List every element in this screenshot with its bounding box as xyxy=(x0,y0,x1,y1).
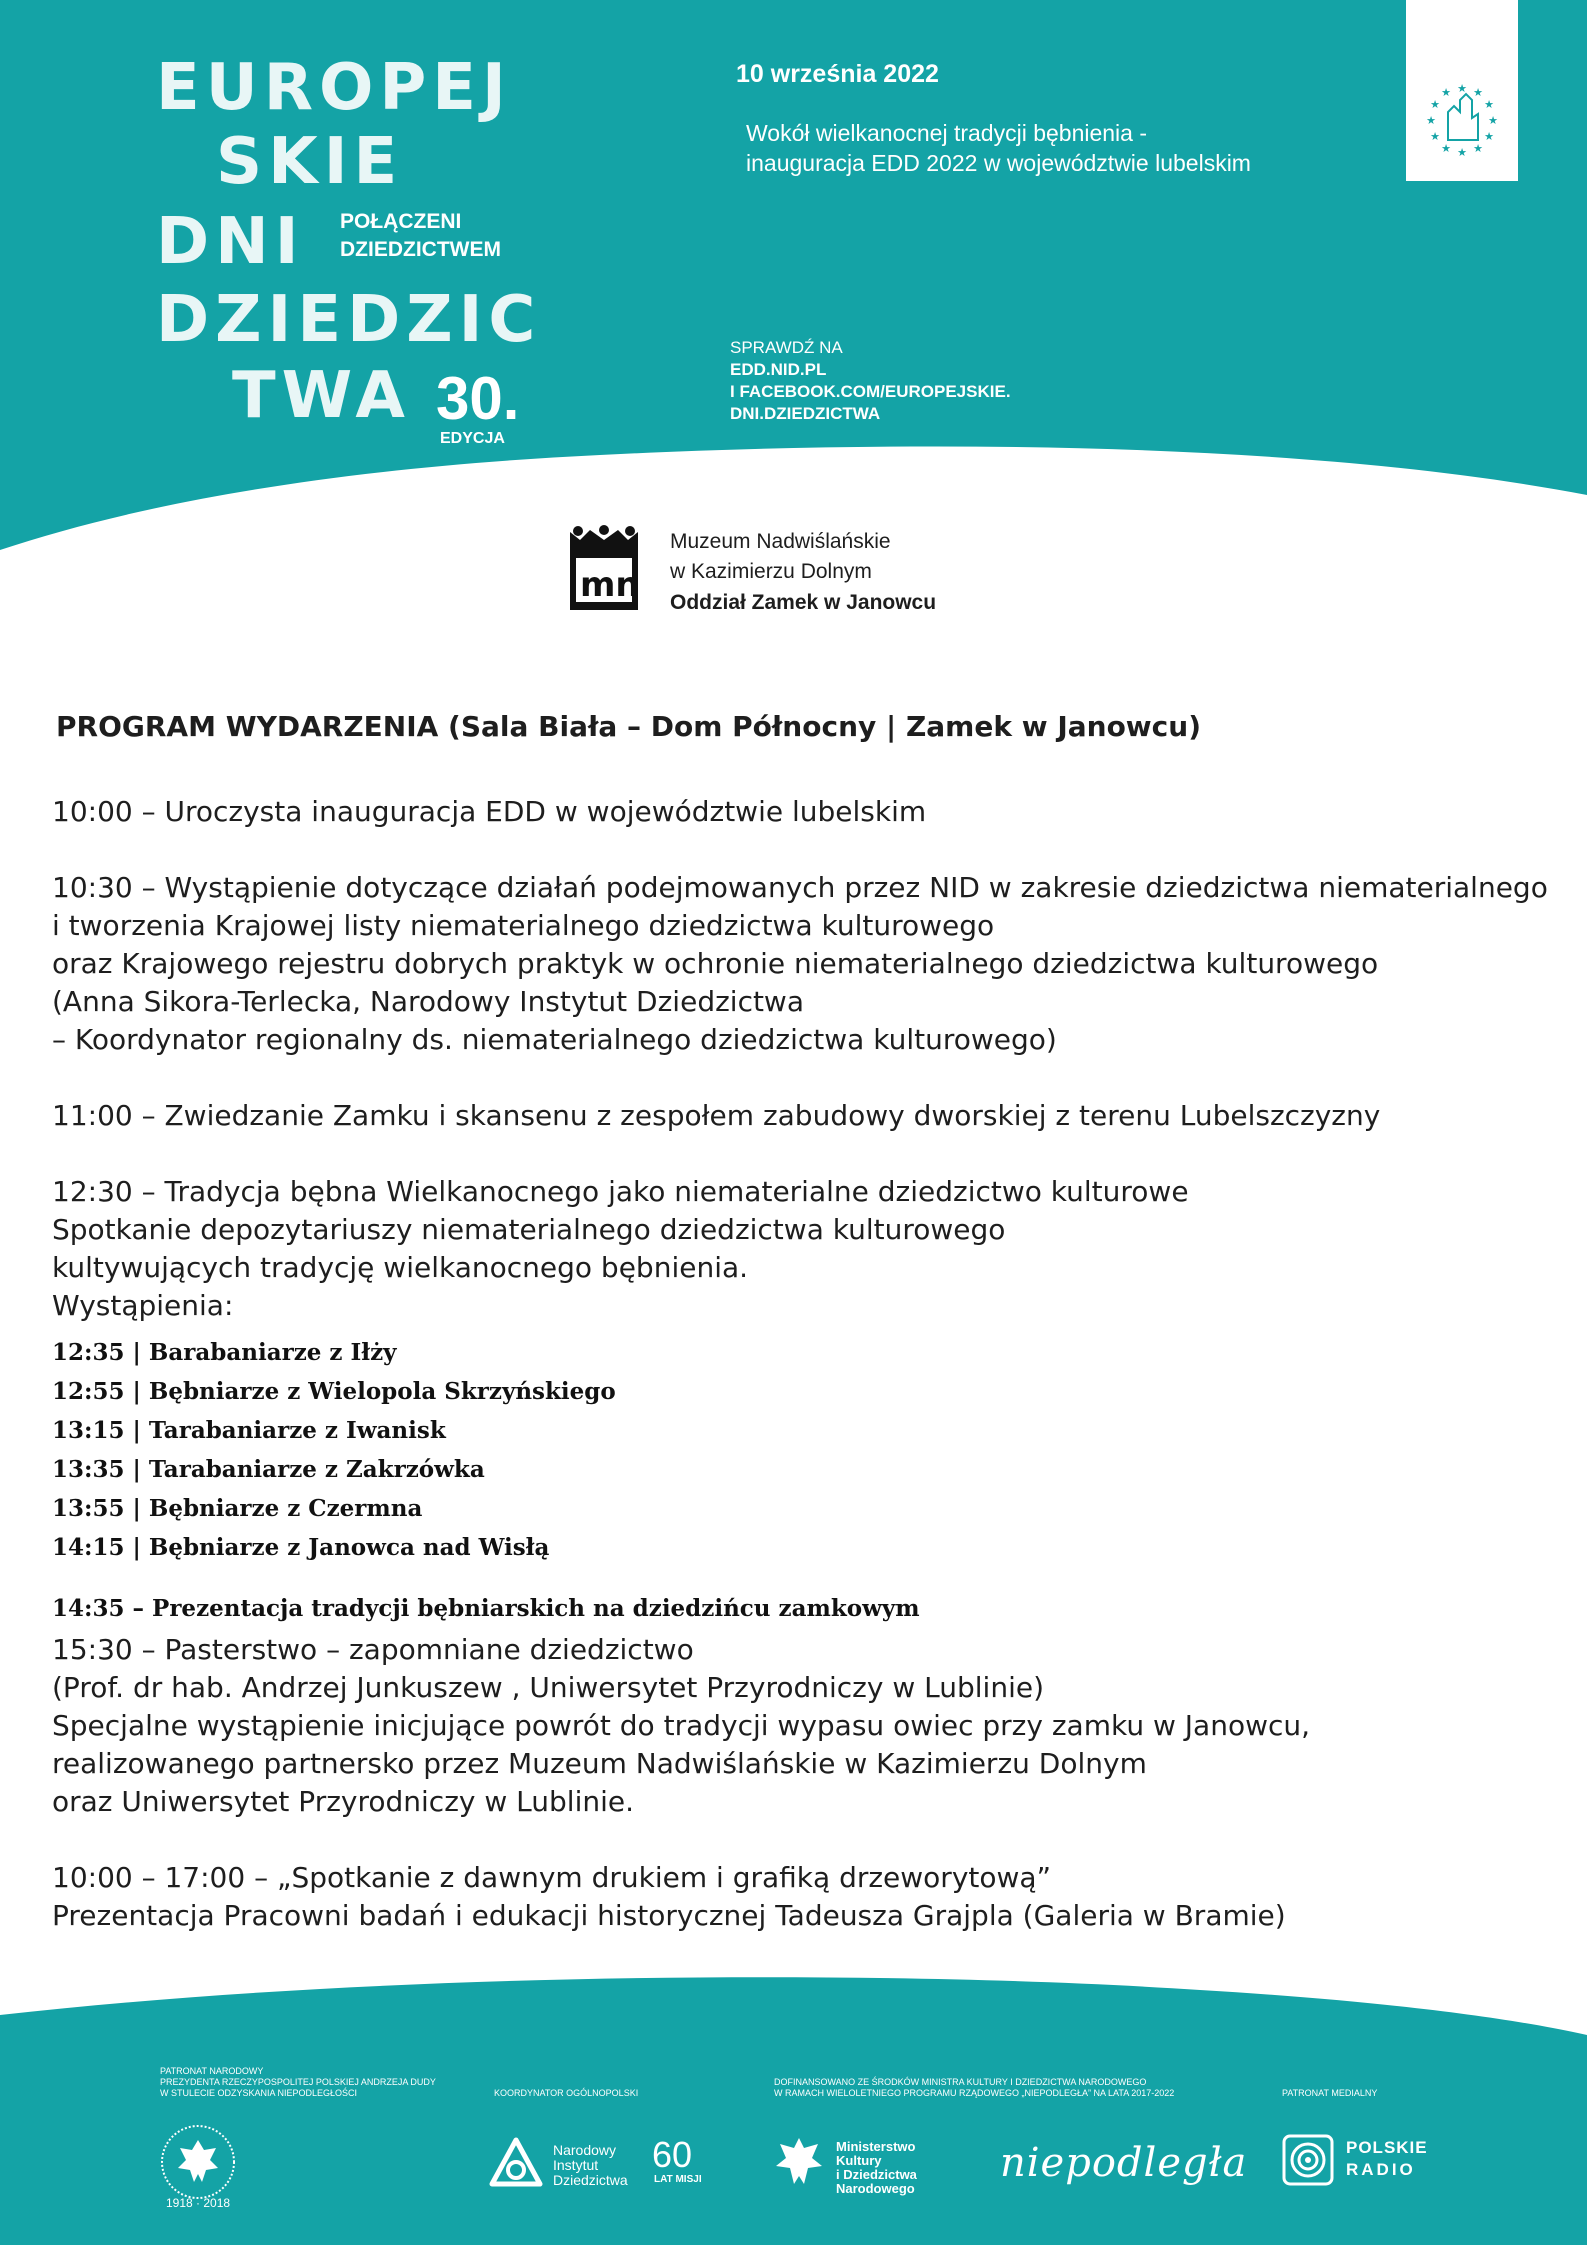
patronage-line-3: W STULECIE ODZYSKANIA NIEPODLEGŁOŚCI xyxy=(160,2088,358,2098)
eagle-seal-icon xyxy=(156,2122,240,2206)
museum-name-line-2: w Kazimierzu Dolnym xyxy=(670,560,872,583)
polskie-radio-1: POLSKIE xyxy=(1346,2138,1428,2157)
check-link-facebook-2[interactable]: DNI.DZIEDZICTWA xyxy=(730,404,881,423)
event-subtitle-line-2: inauguracja EDD 2022 w województwie lubelskim xyxy=(746,150,1251,176)
check-link-edd[interactable]: EDD.NID.PL xyxy=(730,360,827,379)
program-line: i tworzenia Krajowej listy niematerialnego dziedzictwa kulturowego xyxy=(52,909,995,942)
svg-text:★: ★ xyxy=(1484,130,1494,143)
program-line: Specjalne wystąpienie inicjujące powrót do tradycji wypasu owiec przy zamku w Janowcu, xyxy=(52,1709,1311,1742)
program-line: 12:30 – Tradycja bębna Wielkanocnego jako niematerialne dziedzictwo kulturowe xyxy=(52,1175,1189,1208)
nid-name-2: Instytut xyxy=(553,2157,599,2173)
performance-item: 12:35 | Barabaniarze z Iłży xyxy=(52,1339,397,1366)
edd-emblem xyxy=(1406,0,1518,181)
media-patronage-label: PATRONAT MEDIALNY xyxy=(1282,2088,1378,2098)
logo-tagline-2: DZIEDZICTWEM xyxy=(340,238,501,261)
president-eagle-seal xyxy=(156,2122,240,2206)
program-line: oraz Uniwersytet Przyrodniczy w Lublinie. xyxy=(52,1785,634,1818)
ministry-name-4: Narodowego xyxy=(836,2181,915,2196)
museum-branch: Oddział Zamek w Janowcu xyxy=(670,591,937,614)
event-date: 10 września 2022 xyxy=(736,60,939,88)
coordinator-label: KOORDYNATOR OGÓLNOPOLSKI xyxy=(494,2088,639,2098)
program-line: Prezentacja Pracowni badań i edukacji historycznej Tadeusza Grajpla (Galeria w Bramie) xyxy=(52,1899,1286,1932)
ministry-name-3: i Dziedzictwa xyxy=(836,2167,917,2182)
performances-list xyxy=(52,1333,616,1567)
program-line: (Anna Sikora-Terlecka, Narodowy Instytut Dziedzictwa xyxy=(52,985,804,1018)
svg-text:★: ★ xyxy=(1457,82,1467,95)
performance-item: 12:55 | Bębniarze z Wielopola Skrzyńskiego xyxy=(52,1378,616,1405)
logo-tagline-1: POŁĄCZENI xyxy=(340,210,462,233)
svg-text:★: ★ xyxy=(1473,86,1483,99)
museum-name-line-1: Muzeum Nadwiślańskie xyxy=(670,530,891,553)
patronage-line-2: PREZYDENTA RZECZYPOSPOLITEJ POLSKIEJ ANDRZEJA DUDY xyxy=(160,2077,436,2087)
mn-museum-logo-icon xyxy=(568,524,640,612)
program-line: 15:30 – Pasterstwo – zapomniane dziedzictwo xyxy=(52,1633,694,1666)
nid-name-3: Dziedzictwa xyxy=(553,2172,628,2188)
program-line: 10:30 – Wystąpienie dotyczące działań podejmowanych przez NID w zakresie dziedzictwa niematerialnego xyxy=(52,871,1548,904)
svg-text:★: ★ xyxy=(1430,98,1440,111)
program-line: kultywujących tradycję wielkanocnego bębnienia. xyxy=(52,1251,749,1284)
svg-text:★: ★ xyxy=(1441,86,1451,99)
nid-60-sub: LAT MISJI xyxy=(654,2174,702,2185)
logo-line-4: DZIEDZIC xyxy=(156,283,542,357)
logo-line-5: TWA xyxy=(232,359,411,433)
funding-line-1: DOFINANSOWANO ZE ŚRODKÓW MINISTRA KULTURY I DZIEDZICTWA NARODOWEGO xyxy=(774,2077,1147,2087)
program-item-shepherding xyxy=(52,1631,1310,1821)
ministry-name-1: Ministerstwo xyxy=(836,2139,916,2154)
program-item-nid-talk xyxy=(52,869,1548,1059)
program-item-castle-tour: 11:00 – Zwiedzanie Zamku i skansenu z zespołem zabudowy dworskiej z terenu Lubelszczyzny xyxy=(52,1099,1381,1132)
nid-logo xyxy=(488,2136,544,2192)
svg-text:★: ★ xyxy=(1457,146,1467,159)
svg-text:★: ★ xyxy=(1441,142,1451,155)
program-title: PROGRAM WYDARZENIA (Sala Biała – Dom Północny | Zamek w Janowcu) xyxy=(56,710,1202,743)
check-label: SPRAWDŹ NA xyxy=(730,338,843,357)
edition-label: EDYCJA xyxy=(440,430,505,447)
polskie-radio-icon xyxy=(1282,2134,1334,2186)
logo-line-1: EUROPEJ xyxy=(156,51,512,125)
program-item-drum-tradition xyxy=(52,1173,1189,1325)
stars-castle-emblem-icon xyxy=(1406,0,1518,181)
program-line: 10:00 – 17:00 – „Spotkanie z dawnym drukiem i grafiką drzeworytową” xyxy=(52,1861,1052,1894)
program-item-print-workshop xyxy=(52,1859,1286,1935)
ministry-name-2: Kultury xyxy=(836,2153,882,2168)
performance-item: 14:15 | Bębniarze z Janowca nad Wisłą xyxy=(52,1534,550,1561)
logo-line-2: SKIE xyxy=(216,125,404,199)
program-item-courtyard: 14:35 – Prezentacja tradycji bębniarskich na dziedzińcu zamkowym xyxy=(52,1595,920,1622)
event-subtitle-line-1: Wokół wielkanocnej tradycji bębnienia - xyxy=(746,120,1148,146)
patronage-line-1: PATRONAT NARODOWY xyxy=(160,2066,264,2076)
check-link-facebook[interactable]: I FACEBOOK.COM/EUROPEJSKIE. xyxy=(730,382,1011,401)
svg-text:★: ★ xyxy=(1426,114,1436,127)
program-line: – Koordynator regionalny ds. niematerialnego dziedzictwa kulturowego) xyxy=(52,1023,1057,1056)
performance-item: 13:35 | Tarabaniarze z Zakrzówka xyxy=(52,1456,485,1483)
svg-text:★: ★ xyxy=(1473,142,1483,155)
program-line: Wystąpienia: xyxy=(52,1289,234,1322)
svg-text:★: ★ xyxy=(1484,98,1494,111)
polskie-radio-logo xyxy=(1282,2134,1334,2186)
performance-item: 13:15 | Tarabaniarze z Iwanisk xyxy=(52,1417,446,1444)
museum-logo xyxy=(568,524,640,612)
svg-text:★: ★ xyxy=(1430,130,1440,143)
nid-triangle-icon xyxy=(488,2136,544,2192)
logo-line-3: DNI xyxy=(156,205,305,279)
performance-item: 13:55 | Bębniarze z Czermna xyxy=(52,1495,423,1522)
program-line: realizowanego partnersko przez Muzeum Nadwiślańskie w Kazimierzu Dolnym xyxy=(52,1747,1147,1780)
ministry-eagle-icon xyxy=(772,2134,826,2192)
niepodlegla-logo: niepodległa xyxy=(1000,2140,1248,2186)
eagle-years: 1918 · 2018 xyxy=(166,2196,231,2210)
funding-line-2: W RAMACH WIELOLETNIEGO PROGRAMU RZĄDOWEGO „NIEPODLEGŁA” NA LATA 2017-2022 xyxy=(774,2088,1175,2098)
nid-name-1: Narodowy xyxy=(553,2142,617,2158)
polskie-radio-2: RADIO xyxy=(1346,2160,1416,2179)
ministry-eagle xyxy=(772,2134,826,2192)
program-line: (Prof. dr hab. Andrzej Junkuszew , Uniwersytet Przyrodniczy w Lublinie) xyxy=(52,1671,1045,1704)
nid-60: 60 xyxy=(652,2134,693,2175)
program-item-inauguration: 10:00 – Uroczysta inauguracja EDD w województwie lubelskim xyxy=(52,795,927,828)
program-line: oraz Krajowego rejestru dobrych praktyk w ochronie niematerialnego dziedzictwa kulturowego xyxy=(52,947,1379,980)
program-line: Spotkanie depozytariuszy niematerialnego dziedzictwa kulturowego xyxy=(52,1213,1006,1246)
edition-number: 30. xyxy=(436,365,520,432)
svg-text:mn: mn xyxy=(580,565,640,605)
svg-text:★: ★ xyxy=(1488,114,1498,127)
